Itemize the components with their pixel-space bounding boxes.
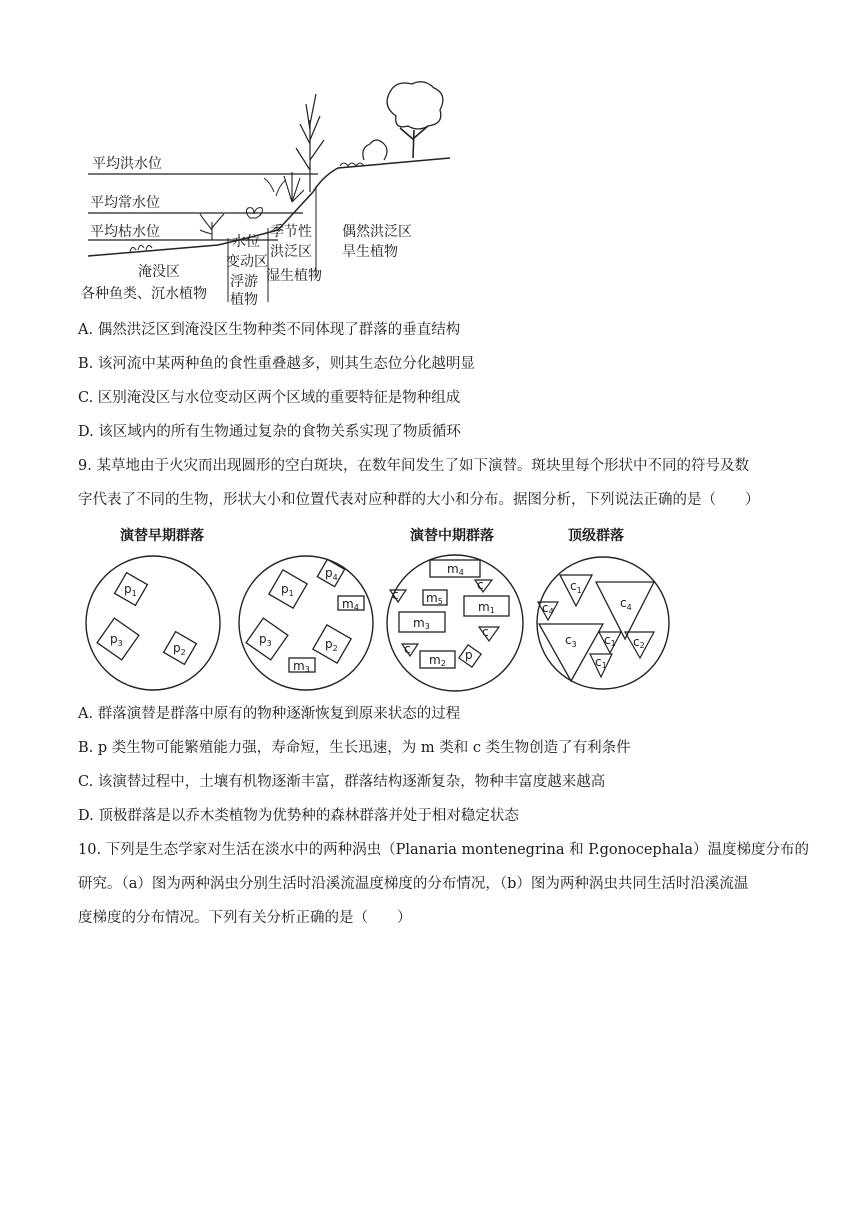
seasonal-zone-label-1: 季节性 (270, 224, 312, 240)
q10-stem-line-1: 10. 下列是生态学家对生活在淡水中的两种涡虫（Planaria montenegrina 和 P.gonocephala）温度梯度分布的 (78, 842, 809, 858)
q8-option-d: D. 该区域内的所有生物通过复杂的食物关系实现了物质循环 (78, 424, 461, 440)
species-m3 (289, 658, 315, 674)
middle-community-circle (387, 555, 523, 691)
species-p3 (459, 645, 481, 667)
river-zone-figure (78, 80, 458, 308)
species-p2 (164, 632, 197, 665)
drought-plants-label: 旱生植物 (342, 244, 398, 260)
species-c2 (625, 632, 654, 658)
svg-text:p1: $p_1$ (281, 582, 294, 598)
svg-text:p1: $p_1$ (124, 582, 137, 598)
svg-text:p3: $p_3$ (259, 632, 272, 648)
early-community-circle (86, 556, 220, 690)
svg-text:c1: c1 (595, 655, 607, 670)
q9-stem-line-2: 字代表了不同的生物，形状大小和位置代表对应种群的大小和分布。据图分析，下列说法正确的是（ ） (78, 492, 760, 508)
svg-text:m2: m2 (429, 653, 446, 668)
q9-option-d: D. 顶极群落是以乔木类植物为优势种的森林群落并处于相对稳定状态 (78, 808, 519, 824)
svg-text:c: c (477, 578, 484, 592)
svg-text:m4: m4 (342, 597, 359, 612)
species-p3 (246, 618, 288, 660)
svg-text:c: c (404, 642, 411, 656)
water-change-zone-label-1: 水位 (232, 234, 260, 250)
svg-text:c1: c1 (604, 633, 616, 648)
q10-stem-line-3: 度梯度的分布情况。下列有关分析正确的是（ ） (78, 910, 412, 926)
caption-middle: 演替中期群落 (410, 528, 494, 544)
q9-option-a: A. 群落演替是群落中原有的物种逐渐恢复到原来状态的过程 (78, 706, 461, 722)
q8-option-c: C. 区别淹没区与水位变动区两个区域的重要特征是物种组成 (78, 390, 461, 406)
floating-plants-label-1: 浮游 (230, 274, 258, 290)
svg-text:m1: m1 (478, 600, 495, 615)
submerged-zone-label: 淹没区 (138, 264, 180, 280)
species-p1 (269, 570, 307, 608)
species-c3 (475, 578, 492, 592)
q9-option-c: C. 该演替过程中，土壤有机物逐渐丰富，群落结构逐渐复杂，物种丰富度越来越高 (78, 774, 606, 790)
water-change-zone-label-2: 变动区 (226, 254, 268, 270)
species-m4 (338, 596, 364, 612)
species-c2 (402, 642, 418, 656)
svg-text:p4: $p_4$ (325, 566, 338, 582)
svg-text:m5: m5 (426, 591, 443, 606)
early-community-circle-2 (239, 556, 373, 690)
svg-text:m3: m3 (413, 616, 430, 631)
svg-text:p: p (465, 648, 473, 662)
species-c2 (390, 588, 406, 602)
floating-plants-label-2: 植物 (230, 292, 258, 308)
succession-figure (80, 520, 770, 692)
svg-text:p2: $p_2$ (325, 637, 338, 653)
caption-early: 演替早期群落 (120, 528, 204, 544)
low-level-label: 平均枯水位 (90, 224, 160, 240)
svg-text:c4: c4 (542, 601, 554, 616)
species-m3 (399, 612, 445, 632)
q10-stem-line-2: 研究。（a）图为两种涡虫分别生活时沿溪流温度梯度的分布情况，（b）图为两种涡虫共同生活时沿溪流温 (78, 876, 749, 892)
svg-text:p2: $p_2$ (173, 641, 186, 657)
flood-level-label: 平均洪水位 (92, 156, 162, 172)
species-m4 (430, 560, 480, 577)
q8-option-a: A. 偶然洪泛区到淹没区生物种类不同体现了群落的垂直结构 (78, 322, 461, 338)
svg-text:c1: $c_1$ (570, 579, 582, 595)
svg-text:c3: $c_3$ (565, 633, 577, 649)
species-c1 (590, 654, 612, 677)
svg-text:p3: $p_3$ (110, 632, 123, 648)
q9-option-b: B. p 类生物可能繁殖能力强，寿命短，生长迅速，为 m 类和 c 类生物创造了有利条件 (78, 740, 631, 756)
svg-text:c2: c2 (633, 635, 645, 650)
species-p2 (313, 625, 351, 663)
climax-community-circle (537, 557, 669, 689)
species-p4 (317, 559, 344, 586)
species-c3 (539, 624, 603, 681)
species-m2 (420, 651, 455, 668)
species-m1 (464, 596, 509, 616)
caption-climax: 顶级群落 (568, 528, 624, 544)
svg-text:c: c (392, 588, 399, 602)
species-p1 (115, 573, 148, 606)
normal-level-label: 平均常水位 (90, 195, 160, 211)
species-c4 (538, 601, 558, 620)
q8-option-b: B. 该河流中某两种鱼的食性重叠越多，则其生态位分化越明显 (78, 356, 475, 372)
svg-text:c: c (482, 625, 489, 639)
svg-text:m3: m3 (293, 659, 310, 674)
q9-stem-line-1: 9. 某草地由于火灾而出现圆形的空白斑块，在数年间发生了如下演替。斑块里每个形状中不同的符号及数 (78, 458, 749, 474)
species-c1 (599, 632, 621, 653)
species-c4 (596, 582, 654, 639)
species-c1 (560, 575, 592, 606)
submerged-life-label: 各种鱼类、沉水植物 (81, 286, 207, 302)
species-p3 (97, 618, 139, 660)
species-m5 (423, 590, 447, 606)
seasonal-zone-label-2: 洪泛区 (270, 244, 312, 260)
svg-text:c4: $c_4$ (620, 596, 632, 612)
wet-plants-label: 湿生植物 (266, 268, 322, 284)
occasional-zone-label: 偶然洪泛区 (342, 224, 412, 240)
species-c2 (479, 625, 499, 641)
svg-text:m4: m4 (447, 562, 464, 577)
